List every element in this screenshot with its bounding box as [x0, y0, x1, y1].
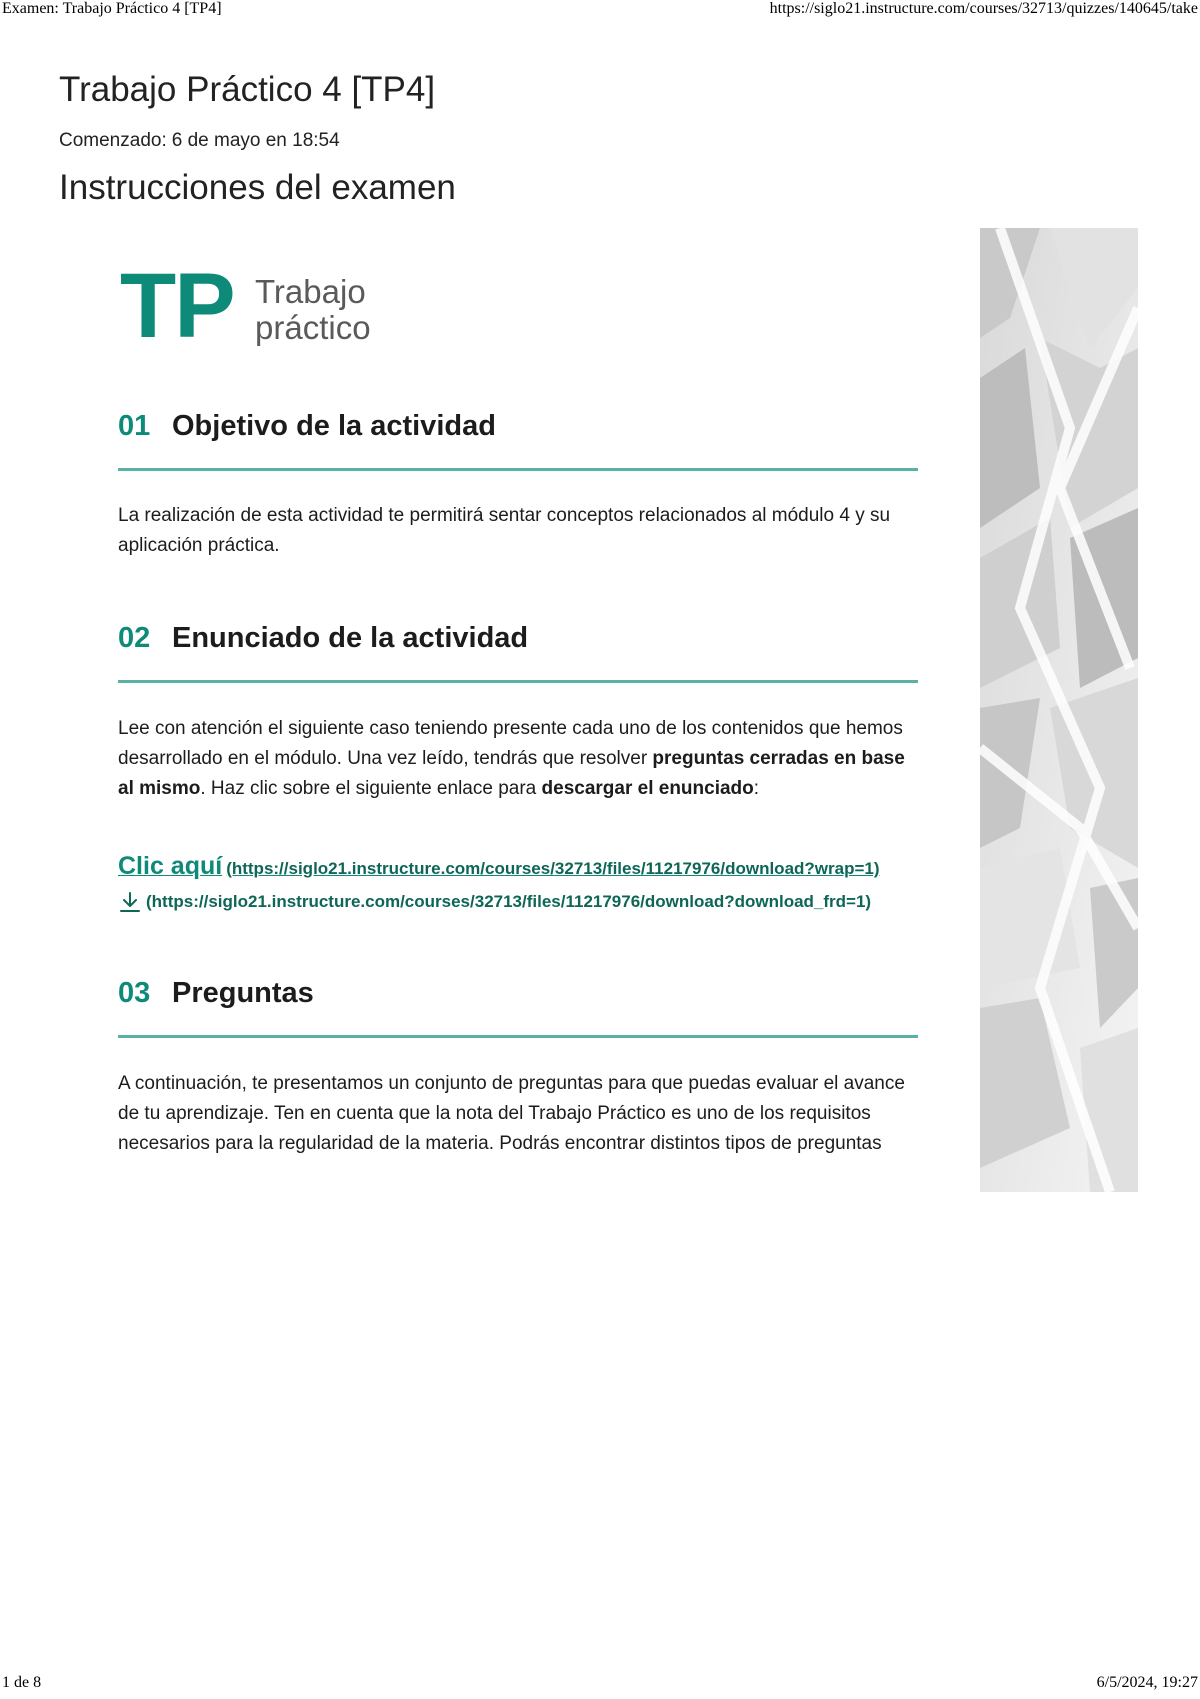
- section-divider: [118, 468, 918, 471]
- section-title: Enunciado de la actividad: [172, 622, 529, 654]
- section-header: [118, 622, 918, 662]
- section-number: 03: [118, 977, 151, 1009]
- section-number: 01: [118, 410, 151, 442]
- section-title: Objetivo de la actividad: [172, 410, 496, 442]
- section-enunciado: [118, 622, 918, 799]
- section-body: La realización de esta actividad te permitirá sentar conceptos relacionados al módulo 4 y su aplicación práctica.: [118, 505, 891, 556]
- page-counter: 1 de 8: [2, 1674, 42, 1691]
- tp-logo-text: [255, 274, 371, 346]
- tp-logo-line2: práctico: [255, 309, 371, 346]
- print-footer: [0, 1674, 1200, 1692]
- section-divider: [118, 1035, 918, 1038]
- section-header: [118, 977, 918, 1017]
- link-url[interactable]: (https://siglo21.instructure.com/courses/32713/files/11217976/download?wrap=1): [226, 859, 880, 878]
- section-body: A continuación, te presentamos un conjunto de preguntas para que puedas evaluar el avance de tu aprendizaje. Ten en cuenta que la nota del Trabajo Práctico es uno de los requisitos necesarios para la regularidad de la materia. Podrás encontrar distintos tipos de preguntas: [118, 1073, 905, 1154]
- download-url[interactable]: (https://siglo21.instructure.com/courses/32713/files/11217976/download?download_frd=1): [146, 892, 872, 911]
- started-label: Comenzado:: [59, 130, 167, 151]
- download-statement-link[interactable]: [118, 852, 880, 881]
- link-text[interactable]: Clic aquí: [118, 852, 223, 880]
- print-header-title: Examen: Trabajo Práctico 4 [TP4]: [2, 0, 222, 17]
- print-header-url: https://siglo21.instructure.com/courses/32713/quizzes/140645/take: [769, 0, 1198, 17]
- section-number: 02: [118, 622, 151, 654]
- page-title: Trabajo Práctico 4 [TP4]: [59, 70, 436, 109]
- print-header: [0, 0, 1200, 18]
- body-text: Lee con atención el siguiente caso teniendo presente cada uno de los contenidos que hemos desarrollado en el módulo. Una vez leído, tendrás que resolver: [118, 718, 903, 769]
- body-text: :: [753, 778, 760, 799]
- section-preguntas: [118, 977, 918, 1154]
- tp-logo-line1: Trabajo: [255, 273, 366, 310]
- started-info: [59, 130, 340, 152]
- body-bold: descargar el enunciado: [541, 778, 754, 799]
- section-body: [118, 714, 918, 804]
- section-title: Preguntas: [172, 977, 314, 1009]
- instructions-title: Instrucciones del examen: [59, 168, 456, 207]
- download-file-link[interactable]: [118, 890, 871, 914]
- section-header: [118, 410, 918, 450]
- body-text: . Haz clic sobre el siguiente enlace para: [200, 778, 542, 799]
- decorative-architecture-image: [980, 228, 1138, 1192]
- body-bold: preguntas cerradas en base al mismo: [118, 748, 905, 799]
- section-objetivo: [118, 410, 918, 556]
- print-timestamp: 6/5/2024, 19:27: [1096, 1674, 1198, 1691]
- section-divider: [118, 680, 918, 683]
- started-date: 6 de mayo en 18:54: [171, 130, 340, 151]
- download-icon[interactable]: [118, 890, 142, 914]
- tp-logo-mark: TP: [120, 255, 234, 357]
